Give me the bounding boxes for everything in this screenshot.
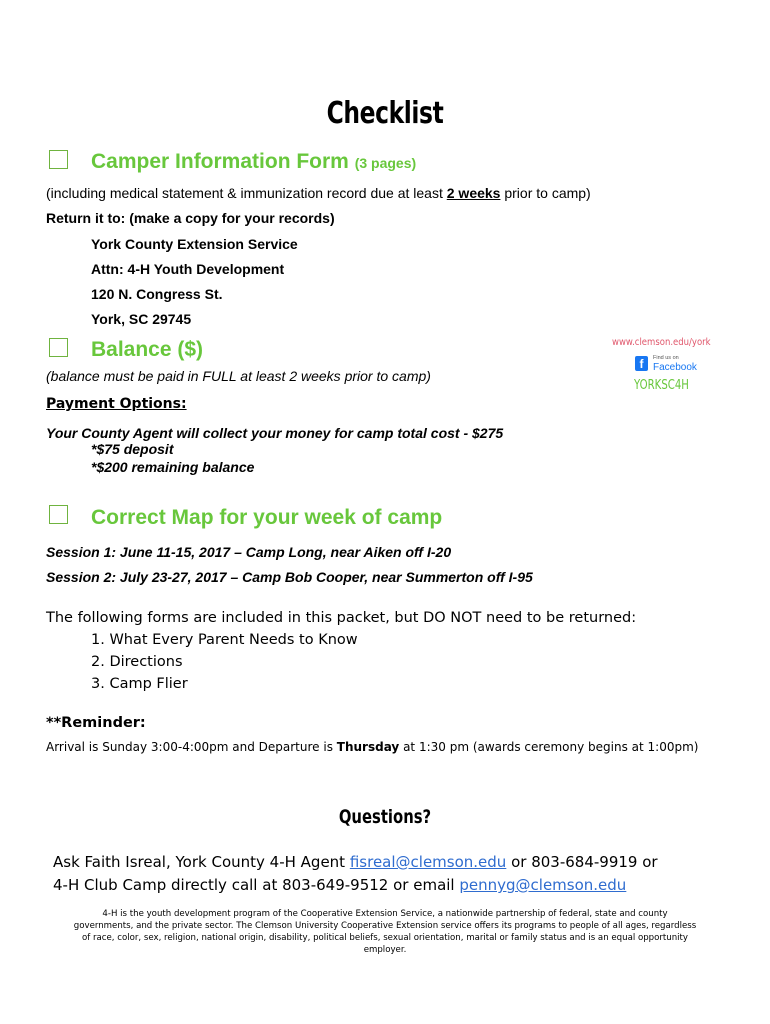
email-link-fisreal[interactable]: fisreal@clemson.edu [349,853,507,871]
form-item-3: 3. Camp Flier [91,676,188,692]
balance-note: (balance must be paid in FULL at least 2 weeks prior to camp) [46,368,431,384]
page-title: Checklist [326,96,444,131]
return-to-label: Return it to: (make a copy for your records) [46,210,335,226]
reminder-text [46,740,698,754]
reminder-post: at 1:30 pm (awards ceremony begins at 1:00pm) [399,740,699,754]
checkbox-balance[interactable] [49,338,68,357]
find-us-on-label: Find us on [653,355,679,361]
camper-form-heading [91,150,416,174]
questions-line-2 [53,876,626,894]
session-1: Session 1: June 11-15, 2017 – Camp Long, near Aiken off I-20 [46,544,452,560]
balance-heading: Balance ($) [91,338,204,361]
form-item-1: 1. What Every Parent Needs to Know [91,632,358,648]
checkbox-map[interactable] [49,505,68,524]
camper-form-heading-text: Camper Information Form [91,150,349,173]
payment-options-label: Payment Options: [46,396,187,412]
deposit-line: *$75 deposit [91,441,174,457]
facebook-label[interactable]: Facebook [653,362,697,373]
camper-form-note [46,185,591,201]
map-heading: Correct Map for your week of camp [91,506,443,529]
note-pre: (including medical statement & immunization record due at least [46,185,447,201]
camper-form-pages: (3 pages) [354,155,417,171]
reminder-bold: Thursday [336,740,400,754]
footer-line-2: governments, and the private sector. The Clemson University Cooperative Extension service offers its programs to people of all ages, regardless [73,921,697,931]
remaining-balance-line: *$200 remaining balance [91,459,255,475]
address-line-3: 120 N. Congress St. [91,286,223,302]
address-line-1: York County Extension Service [91,236,298,252]
checkbox-camper-form[interactable] [49,150,68,169]
footer-disclaimer [60,908,710,956]
questions-line-1 [53,853,658,871]
facebook-icon: f [635,356,648,371]
note-bold: 2 weeks [446,185,501,201]
q1-post: or 803-684-9919 or [506,853,658,871]
address-line-2: Attn: 4-H Youth Development [91,261,285,277]
q1-pre: Ask Faith Isreal, York County 4-H Agent [53,853,350,871]
questions-heading: Questions? [338,806,432,828]
footer-line-1: 4-H is the youth development program of the Cooperative Extension Service, a nationwide partnership of federal, state and county [102,909,668,919]
q2-pre: 4-H Club Camp directly call at 803-649-9512 or email [53,876,460,894]
facebook-handle: YORKSC4H [634,378,689,393]
session-2: Session 2: July 23-27, 2017 – Camp Bob Cooper, near Summerton off I-95 [46,569,533,585]
reminder-label: **Reminder: [46,715,146,731]
forms-intro: The following forms are included in this packet, but DO NOT need to be returned: [46,610,637,626]
reminder-pre: Arrival is Sunday 3:00-4:00pm and Departure is [46,740,337,754]
note-post: prior to camp) [500,185,591,201]
agent-payment-line: Your County Agent will collect your money for camp total cost - $275 [46,425,504,441]
email-link-pennyg[interactable]: pennyg@clemson.edu [459,876,627,894]
website-link[interactable]: www.clemson.edu/york [612,337,711,348]
form-item-2: 2. Directions [91,654,183,670]
address-line-4: York, SC 29745 [91,311,192,327]
footer-line-3: of race, color, sex, religion, national origin, disability, political beliefs, sexual orientation, marital or family status and is an equal opportunity employer. [81,933,689,955]
